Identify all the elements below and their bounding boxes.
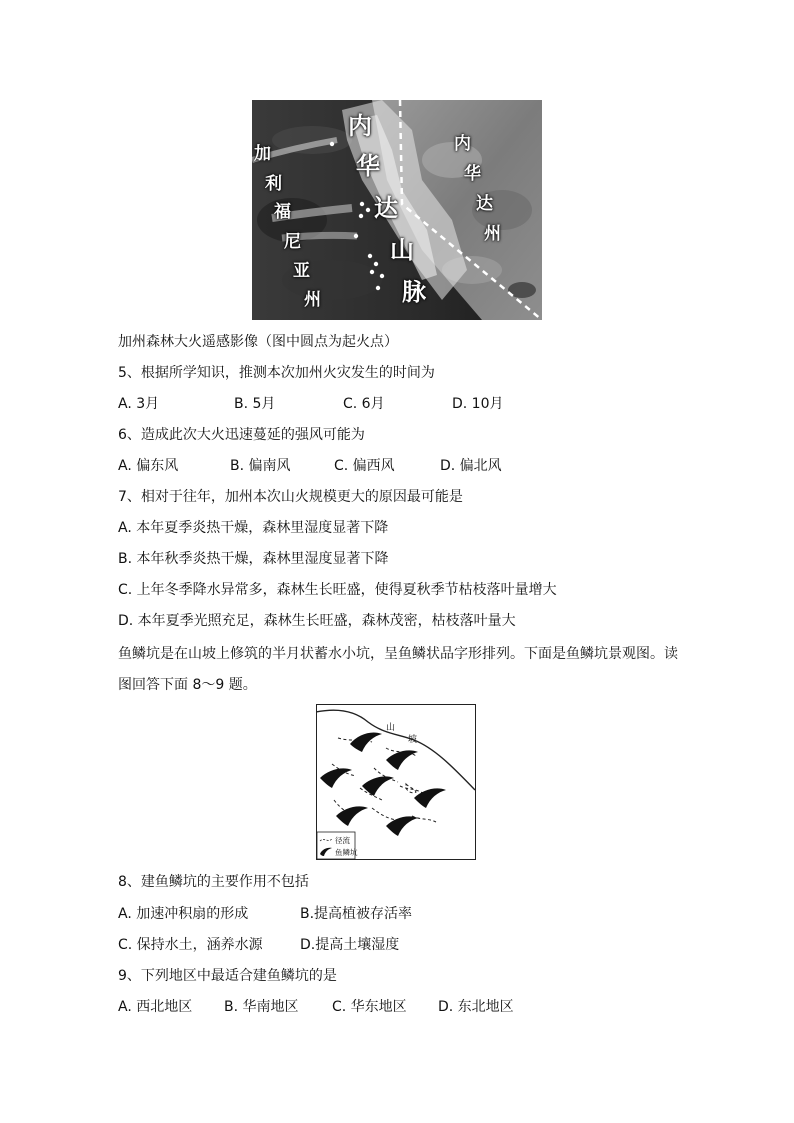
question-8: 8、建鱼鳞坑的主要作用不包括: [118, 874, 309, 890]
nevada-state-label-3: 达: [476, 194, 493, 214]
q9-option-d: D. 东北地区: [438, 999, 514, 1015]
nevada-state-label-1: 内: [454, 134, 471, 154]
q7-option-a: A. 本年夏季炎热干燥，森林里湿度显著下降: [118, 520, 389, 536]
fish-scale-pit-intro-2: 图回答下面 8～9 题。: [118, 677, 257, 693]
q5-option-d: D. 10月: [452, 396, 504, 412]
question-6: 6、造成此次大火迅速蔓延的强风可能为: [118, 427, 365, 443]
sierra-nevada-label-2: 华: [356, 152, 380, 180]
nevada-state-label-4: 州: [484, 224, 501, 244]
sierra-nevada-label-4: 山: [390, 236, 414, 264]
california-label-5: 亚: [293, 261, 310, 281]
question-7: 7、相对于往年，加州本次山火规模更大的原因最可能是: [118, 489, 463, 505]
legend-runoff: 径流: [335, 836, 350, 845]
q8-option-b: B.提高植被存活率: [300, 906, 413, 922]
q9-option-a: A. 西北地区: [118, 999, 193, 1015]
california-label-2: 利: [265, 174, 282, 194]
nevada-state-label-2: 华: [464, 164, 481, 184]
question-9: 9、下列地区中最适合建鱼鳞坑的是: [118, 968, 337, 984]
california-label-6: 州: [304, 290, 321, 310]
q7-option-b: B. 本年秋季炎热干燥，森林里湿度显著下降: [118, 551, 389, 567]
sierra-nevada-label-5: 脉: [402, 278, 426, 306]
figure1-caption: 加州森林大火遥感影像（图中圆点为起火点）: [118, 334, 398, 350]
legend-pit: 鱼鳞坑: [335, 848, 358, 857]
fish-scale-pit-intro: 鱼鳞坑是在山坡上修筑的半月状蓄水小坑，呈鱼鳞状品字形排列。下面是鱼鳞坑景观图。读: [118, 646, 678, 662]
q7-option-c: C. 上年冬季降水异常多，森林生长旺盛，使得夏秋季节枯枝落叶量增大: [118, 582, 557, 598]
q5-option-c: C. 6月: [343, 396, 385, 412]
question-5: 5、根据所学知识，推测本次加州火灾发生的时间为: [118, 365, 435, 381]
sierra-nevada-label-3: 达: [374, 194, 398, 222]
q8-option-d: D.提高土壤湿度: [300, 937, 400, 953]
q9-option-c: C. 华东地区: [332, 999, 407, 1015]
q6-option-a: A. 偏东风: [118, 458, 179, 474]
q6-option-b: B. 偏南风: [230, 458, 291, 474]
q5-option-b: B. 5月: [234, 396, 276, 412]
slope-label-1: 山: [386, 723, 396, 733]
q6-option-c: C. 偏西风: [334, 458, 395, 474]
fish-scale-pit-graphic: [316, 704, 476, 860]
sierra-nevada-label-1: 内: [348, 112, 372, 140]
q5-option-a: A. 3月: [118, 396, 160, 412]
fish-scale-pit-diagram: [316, 704, 476, 860]
q6-option-d: D. 偏北风: [440, 458, 502, 474]
q8-option-a: A. 加速冲积扇的形成: [118, 906, 249, 922]
california-label-4: 尼: [284, 232, 301, 252]
california-label-3: 福: [274, 202, 291, 222]
slope-label-2: 坡: [408, 735, 418, 745]
q9-option-b: B. 华南地区: [224, 999, 299, 1015]
california-label: 加: [254, 144, 271, 164]
q8-option-c: C. 保持水土，涵养水源: [118, 937, 263, 953]
wildfire-satellite-image: [252, 100, 542, 320]
q7-option-d: D. 本年夏季光照充足，森林生长旺盛，森林茂密，枯枝落叶量大: [118, 613, 516, 629]
